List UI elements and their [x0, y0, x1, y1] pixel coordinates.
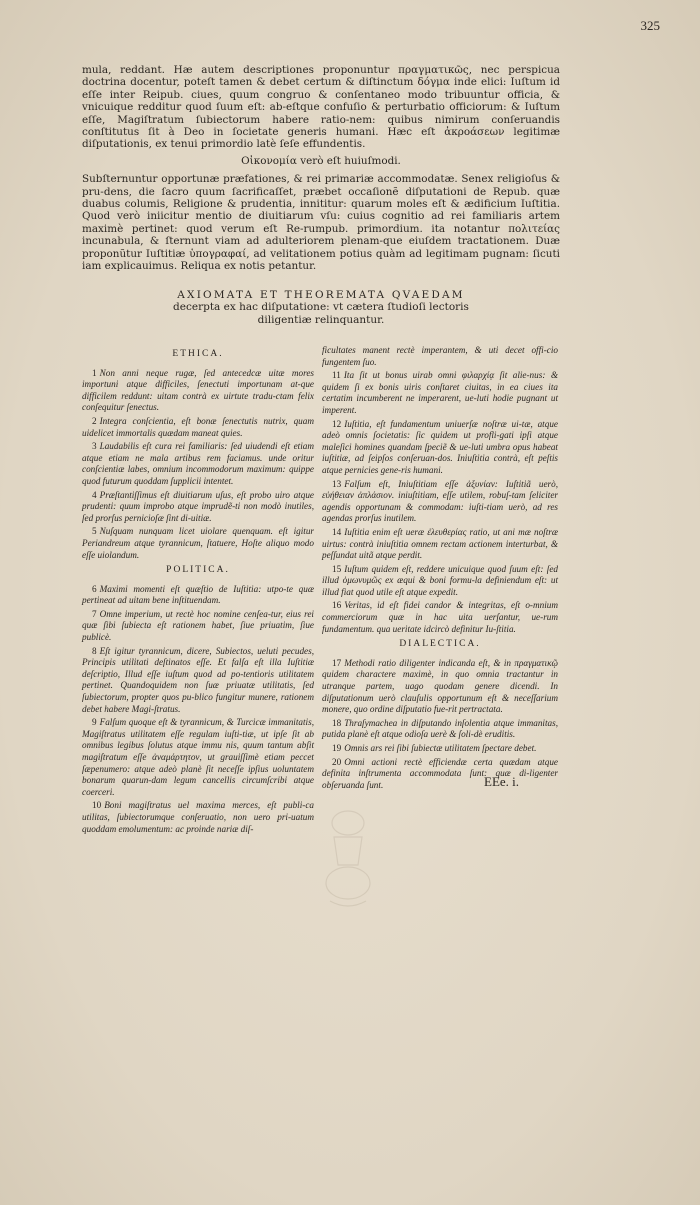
axiom-number: 13	[332, 478, 342, 489]
page-number: 325	[640, 18, 660, 33]
axiom-text: Iuſtitia, eſt fundamentum uniuerſæ noſtræ ui-tæ, atque adeò omnis ſocietatis: ſic quidem ut profli-gati ipſi atque maleſici homines quandam ſpeciẽ & ue-luti umbra opus habeat iuſtitiæ, ad ſeipſos conſeruan-dos. Iniuſtitia contrà, eſt peſtis atque pernicies gene-ris humani.	[322, 418, 558, 475]
intro-paragraph: mula, reddant. Hæ autem descriptiones proponuntur πραγματικῶς, nec perspicua doctrina docentur, poteſt tamen & debet certum & diſtinctum δόγμα inde elici: Iuſtum id eſſe inter Reipub. ciues, quum congruo & conſentaneo modo tribuuntur officia, & vnicuique redditur quod ſuum eſt: ab-eſtque confuſio & perturbatio officiorum: & Iuſtum eſſe, Magiſtratum ſubiectorum habere ratio-nem: quibus nimirum conſeruandis conſtitutus ſit à Deo in ſocietate generis humani. Hæc eſt ἀκροάσεων legitimæ diſputationis, ex tenui primordio latè ſeſe effundentis.	[82, 64, 560, 151]
axiom-item	[322, 479, 558, 525]
axiomata-heading	[82, 289, 560, 326]
axiom-item	[322, 743, 558, 755]
heading-caps: AXIOMATA ET THEOREMATA QVAEDAM	[177, 289, 465, 301]
axiom-number: 17	[332, 657, 342, 668]
axiom-text: Maximi momenti eſt quæſtio de Iuſtitia: utpo-te quæ pertineat ad uitam bene inſtituendam.	[82, 583, 314, 606]
section-heading-dialectica: DIALECTICA.	[399, 639, 481, 650]
axiom-item	[82, 717, 314, 798]
intro-oeconomia-line: Οἰκονομία verò eſt huiuſmodi.	[241, 154, 401, 167]
axiom-number: 15	[332, 563, 342, 574]
axiom-text: Iuſtitia enim eſt ueræ ἐλευθερίας ratio, ut ani mæ noſtræ uirtus: contrà iniuſtitia omnem rectam actionem interturbat, & peſſundat uitã atque perdit.	[322, 526, 558, 561]
intro-text	[82, 64, 560, 277]
axiom-number: 3	[92, 441, 97, 452]
axiom-text: Non anni neque rugæ, ſed antecedcæ uitæ mores importuni atque difficiles, ſenectuti importunam at-que difficilem reddunt: uitam contrà ex uirtute tradu-ctam felix conſequitur ſenectus.	[82, 367, 314, 413]
axiom-number: 19	[332, 743, 342, 753]
axiom-text: Veritas, id eſt fidei candor & integritas, eſt o-mnium commerciorum quæ in hac uita uerſantur, ue-rum fundamentum. qua ueritate idcircò definitur Iu-ſtitia.	[322, 600, 558, 634]
axiom-item	[322, 600, 558, 635]
axiom-text: Falſum eſt, Iniuſtitiam eſſe ἀξυνίαν: Iuſtitiã uerò, εὐήθειαν ἀπλάσιον. iniuſtitiam, eſſe utilem, robuſ-tam ſeliciter agendis opportunam & commodam: iuſti-tiam uerò, ad res agendas prorſus inutilem.	[322, 478, 558, 524]
axiom-text: Omnis ars rei ſibi ſubiectæ utilitatem ſpectare debet.	[344, 743, 537, 753]
section-heading-ethica: ETHICA.	[172, 349, 224, 359]
axiom-continuation: ficultates manent rectè imperantem, & uti decet offi-cio fungentem ſuo.	[322, 345, 558, 367]
axiom-text: Iuſtum quidem eſt, reddere unicuique quod ſuum eſt: ſed illud ὁμωνυμῶς ex æqui & boni formu-la definiendum eſt: ut illud fiat quod utile eſt atque expedit.	[322, 563, 558, 597]
right-column	[322, 345, 558, 793]
axiom-item	[322, 757, 558, 792]
axiom-number: 1	[92, 367, 97, 378]
axiom-text: Præſtantiſſimus eſt diuitiarum uſus, eſt probo uiro atque prudenti: quum improbo atque imprudẽ-ti non modò inutiles, ſed prorſus pernicioſæ ſint di-uitiæ.	[82, 489, 314, 523]
axiom-number: 12	[332, 418, 342, 429]
axiom-item	[82, 490, 314, 525]
axiom-item	[82, 646, 314, 716]
axiom-item	[82, 584, 314, 607]
axiom-text: Falſum quoque eſt & tyrannicum, & Turcicæ immanitatis, Magiſtratus utilitatem eſſe regulam iuſti-tiæ, ut ipſe ſit ab omnibus legibus ſolutus atque immu nis, quum tantum abſit magiſtratum eſſe ἀναμάρτητον, ut grauiſſimè etiam peccet ſæpenumero: atque adeò planè ſit neceſſe ipſius uoluntatem bonarum quarun-dam legum cancellis circumſcribi atque coerceri.	[82, 717, 314, 797]
axiom-item	[82, 441, 314, 487]
axiom-number: 5	[92, 526, 97, 537]
axiom-number: 20	[332, 756, 342, 767]
intro-paragraph: Subſternuntur opportunæ præfationes, & rei primariæ accommodatæ. Senex religioſus & pru-dens, die ſacro quum ſacrificaſſet, præbet occaſionẽ diſputationi de Repub. quæ duabus columis, Religione & prudentia, innititur: quarum moles eſt & ædificium Iuſtitia. Quod verò iniicitur mentio de diuitiarum vſu: cuius cognitio ad rei familiaris artem maximè pertinet: quod verum eſt Re-rumpub. primordium. ita notantur πολιτείας incunabula, & ſternunt viam ad adulteriorem plenam-que eiuſdem tractationem. Duæ proponũtur Iuſtitiæ ὑπογραφαί, ad velitationem potius quàm ad legitimam pugnam: ſicuti iam explicauimus. Reliqua ex notis petantur.	[82, 173, 560, 273]
section-heading-politica: POLITICA.	[166, 565, 230, 576]
axiom-number: 2	[92, 415, 97, 426]
axiom-text: Methodi ratio diligenter indicanda eſt, & in πραγματικῷ quidem charactere maximè, in quo omnia tractantur in utranque partem, uago quodam genere dicendi. In diſputationum uerò clauſulis opportunum eſt & neceſſarium monere, quo ordine diſputatio fue-rit pertractata.	[322, 657, 558, 715]
axiom-item	[82, 609, 314, 644]
axiom-text: Omne imperium, ut rectè hoc nomine cenſea-tur, eius rei quæ ſibi ſubiecta eſt rationem habet, ſiue priuatim, ſiue publicè.	[82, 608, 314, 643]
axiom-item	[82, 368, 314, 414]
axiom-text: Omni actioni rectè efficiendæ certa quædam atque definita inſtrumenta accommodata ſunt: quæ di-ligenter obſeruanda ſunt.	[322, 756, 558, 790]
axiom-text: Laudabilis eſt cura rei familiaris: ſed uiudendi eſt etiam atque etiam ne mala artibus rem faciamus. unde oritur conſcientiæ labes, omnium incommodorum maximum: quippe quod futurum quoddam ſupplicii intentet.	[82, 441, 314, 486]
axiom-text: Integra conſcientia, eſt bonæ ſenectutis nutrix, quam uidelicet immortalis quædam maneat quies.	[82, 415, 314, 438]
axiom-number: 4	[92, 489, 97, 500]
axiom-number: 8	[92, 645, 97, 656]
axiom-text: Boni magiſtratus uel maxima merces, eſt publi-ca utilitas, ſubiectorumque conſeruatio, non uero pri-uatum quoddam emolumentum: ac proinde nariæ diſ-	[82, 800, 314, 834]
axiom-item	[322, 718, 558, 741]
signature-mark: EEe. i.	[484, 774, 520, 789]
axiom-item	[82, 416, 314, 439]
axiom-text: Ita ſit ut bonus uirab omni φιλαρχίᾳ ſit alie-nus: & quidem ſi ex bonis uiris conſtaret ciuitas, in ea ciues ita certatim incumberent ne imperarent, ue-luti hodie pugnant ut imperent.	[322, 370, 558, 415]
axiom-number: 11	[332, 370, 341, 381]
axiom-item	[322, 527, 558, 562]
axiom-text: Nuſquam nunquam licet uiolare quenquam. eſt igitur Periandreum atque tyrannicum, ſtatuere, Hoſte aliquo modo eſſe uiolandum.	[82, 526, 314, 560]
axiom-item	[82, 800, 314, 835]
axiom-item	[82, 526, 314, 561]
axiom-text: Thraſymachea in diſputando inſolentia atque immanitas, putida planè eſt atque odioſa uerè & ſoli-dè eruditis.	[322, 717, 558, 740]
axiom-number: 18	[332, 717, 342, 728]
axiom-text: Eſt igitur tyrannicum, dicere, Subiectos, ueluti pecudes, Principis utilitati deſtinatos eſſe. Et falſa eſt illa Iuſtitiæ deſcriptio, Illud eſſe iuſtum quod ad po-tentioris utilitatem pertinet. Quandoquidem non ſuæ priuatæ utilitatis, ſed ſubiectorum, propter quos pu-blico fungitur munere, rationem debet habere Magi-ſtratus.	[82, 645, 314, 714]
axiom-number: 7	[92, 608, 97, 619]
heading-subline: diligentiæ relinquantur.	[257, 313, 385, 326]
axiom-number: 14	[332, 526, 342, 537]
axiom-number: 10	[92, 800, 102, 811]
axiom-number: 16	[332, 600, 342, 611]
axiom-item	[322, 419, 558, 477]
axiom-number: 9	[92, 717, 97, 728]
left-column	[82, 345, 314, 837]
heading-subline: decerpta ex hac diſputatione: vt cætera ſtudioſi lectoris	[173, 301, 469, 313]
axiom-item	[322, 370, 558, 416]
axiom-number: 6	[92, 583, 97, 594]
axiom-item	[322, 658, 558, 716]
axiom-item	[322, 564, 558, 599]
library-stamp-watermark	[320, 805, 376, 915]
